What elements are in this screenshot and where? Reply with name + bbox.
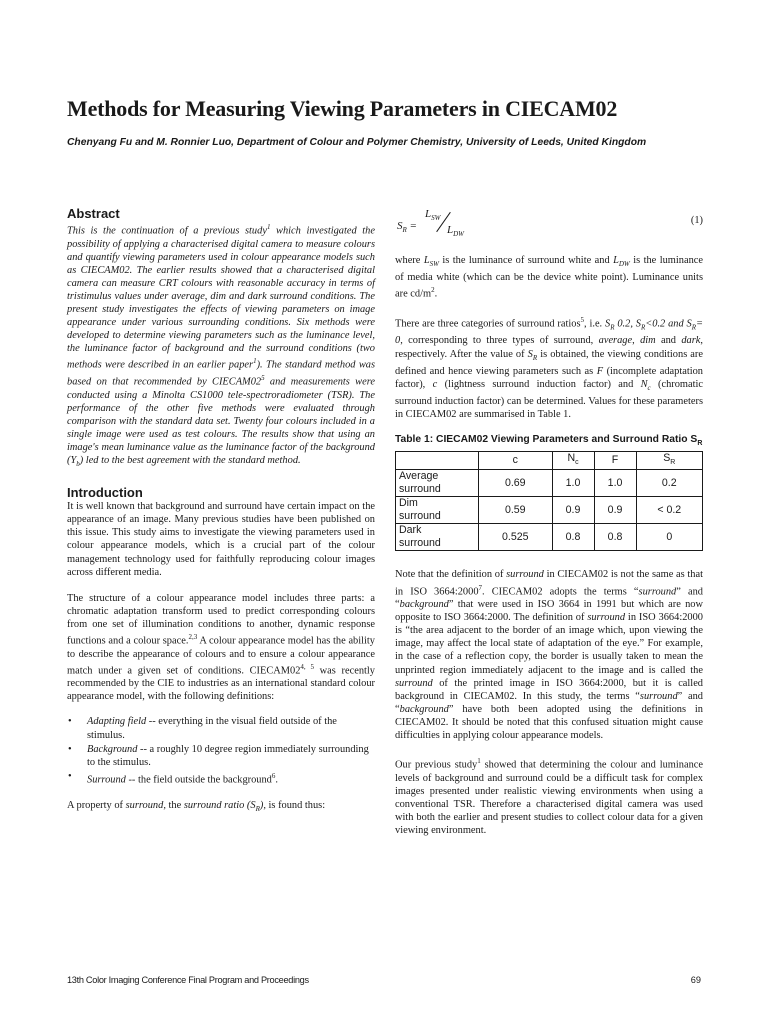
table-row — [396, 470, 703, 497]
viewing-parameters-table — [395, 451, 703, 551]
bullet-icon: • — [68, 716, 72, 728]
definition-item: • Surround -- the field outside the background$^6$. — [68, 770, 278, 786]
table-header-cell: c — [479, 452, 553, 470]
intro-paragraph-3: A property of surround, the surround ratio $(S_R)$, is found thus: — [67, 800, 326, 814]
table-header-cell: $N_c$ — [552, 452, 594, 470]
intro-paragraph-2: The structure of a colour appearance model includes three parts: a chromatic adaptation transform used to predict corresponding colours from one set of illumination conditions to another, dynamic response functions and a colour space.$^{2,3}$ A colour appearance model has the ability to describe the appearance of colours and to ensure a colour appearance match under a given set of conditions. CIECAM02$^{4, 5}$ was recently recommended by the CIE to industries as an international standard colour appearance model, with the following definitions: — [67, 592, 375, 703]
table-row-label: Dim surround — [396, 497, 479, 524]
equation-number: (1) — [690, 215, 703, 226]
table-header-cell: F — [594, 452, 636, 470]
right-paragraph-4: Our previous study$^1$ showed that determining the colour and luminance levels of background and surround could be a difficult task for complex images presented under realistic viewing environments when using a conventional TSR. Therefore a characterised digital camera was used with both the earlier and present studies to collect colour data for a given viewing environment. — [395, 757, 703, 837]
table-row-label: Dark surround — [396, 524, 479, 551]
definition-item: • Adapting field -- everything in the visual field outside of the stimulus. — [68, 716, 337, 741]
footer-proceedings: 13th Color Imaging Conference Final Program and Proceedings — [67, 975, 309, 985]
paper-title: Methods for Measuring Viewing Parameters in CIECAM02 — [67, 96, 618, 121]
right-column — [395, 206, 703, 837]
right-paragraph-2: There are three categories of surround ratios$^5$, i.e. $S_R$ 0.2, $S_R<0.2$ and $S_R= 0$, corresponding to three types of surround, average, dim and dark, respectively. After the value of $S_R$ is obtained, the viewing conditions are defined and hence viewing parameters such as F (incomplete adaptation factor), c (lightness surround induction factor) and $N_c$ (chromatic surround induction factor) can be determined. Values for these parameters in CIECAM02 are summarised in Table 1. — [395, 315, 704, 421]
table-cell: 0 — [636, 524, 702, 551]
definition-item: • Background -- a roughly 10 degree region immediately surrounding to the stimulus. — [68, 743, 369, 768]
definitions-list — [67, 715, 375, 786]
table-cell: 1.0 — [552, 470, 594, 497]
table-row — [396, 497, 703, 524]
introduction-heading: Introduction — [67, 485, 143, 501]
table-cell: 0.2 — [636, 470, 702, 497]
page-number: 69 — [690, 975, 701, 985]
table-row — [396, 524, 703, 551]
table-cell: 0.69 — [479, 470, 553, 497]
table-cell: 0.8 — [552, 524, 594, 551]
equation-1: $S_R$ = $L_{SW}$ $L_{DW}$ (1) — [397, 208, 703, 239]
table-cell: 0.9 — [552, 497, 594, 524]
right-paragraph-1: where $L_{SW}$ is the luminance of surround white and $L_{DW}$ is the luminance of media white (which can be the device white point). Luminance units are $cd/m^2$. — [395, 255, 703, 300]
table-header-row — [396, 452, 703, 470]
table-cell: < 0.2 — [636, 497, 702, 524]
abstract-heading: Abstract — [67, 206, 120, 221]
left-column — [67, 206, 375, 817]
table-cell: 0.9 — [594, 497, 636, 524]
table-header-cell — [396, 452, 479, 470]
table-cell: 1.0 — [594, 470, 636, 497]
author-line: Chenyang Fu and M. Ronnier Luo, Department of Colour and Polymer Chemistry, University of Leeds, United Kingdom — [67, 137, 647, 148]
table-cell: 0.8 — [594, 524, 636, 551]
abstract-text: This is the continuation of a previous study$^1$ which investigated the possibility of applying a characterised digital camera to measure colours and quantify viewing parameters used in colour appearance models such as CIECAM02. The earlier results showed that a characterised digital camera can measure CRT colours with reasonable accuracy in terms of tristimulus values under average, dim and dark surround conditions. The present study investigates the effects of viewing parameters on image appearance under various surrounding conditions. Six methods were developed to determine viewing parameters such as the luminance level, the luminance factor of background and the surround conditions (two methods were described in an earlier paper$^1$). The standard method was based on that recommended by $CIECAM02^5$ and measurements were conducted using a Minolta CS1000 tele-spectroradiometer (TSR). The performance of the other five methods were evaluated through comparison with the standard data set. Twenty four colours included in a single image were used as test colours. The results show that using an image's mean luminance value as the luminance factor of the background $(Y_b)$ led to the best agreement with the standard method. — [67, 223, 376, 469]
bullet-icon: • — [68, 770, 72, 782]
right-paragraph-3: Note that the definition of surround in CIECAM02 is not the same as that in ISO 3664:2000$^7$. CIECAM02 adopts the terms “surround” and “background” that were used in ISO 3664 in 1991 but which are now opposite to ISO 3664:2000. The definition of surround in ISO 3664:2000 is “the area adjacent to the border of an image which, upon viewing the image, may affect the local state of adaptation of the eye.” For example, in the case of a reflection copy, the border is usually taken to mean the unprinted region immediately adjacent to the image and is called the surround of the printed image in ISO 3664:2000, but it is called background in CIECAM02. In this study, the terms “surround” and “background” have both been adopted using the definitions in CIECAM02. It should be noted that this confused situation might cause difficulties in applying colour appearance models. — [395, 569, 704, 742]
table-cell: 0.525 — [479, 524, 553, 551]
table-header-cell: $S_R$ — [636, 452, 702, 470]
table-row-label: Average surround — [396, 470, 479, 497]
intro-paragraph-1: It is well known that background and surround have certain impact on the appearance of an image. Many previous studies have been published on this issue. This study aims to investigate the viewing parameters used in colour appearance models, which is a crucial part of the colour management technology used for faithfully reproducing colour images across different media. — [67, 501, 375, 578]
table-cell: 0.59 — [479, 497, 553, 524]
bullet-icon: • — [68, 743, 72, 755]
table-1-caption: Table 1: CIECAM02 Viewing Parameters and Surround Ratio $S_R$ — [395, 434, 703, 448]
